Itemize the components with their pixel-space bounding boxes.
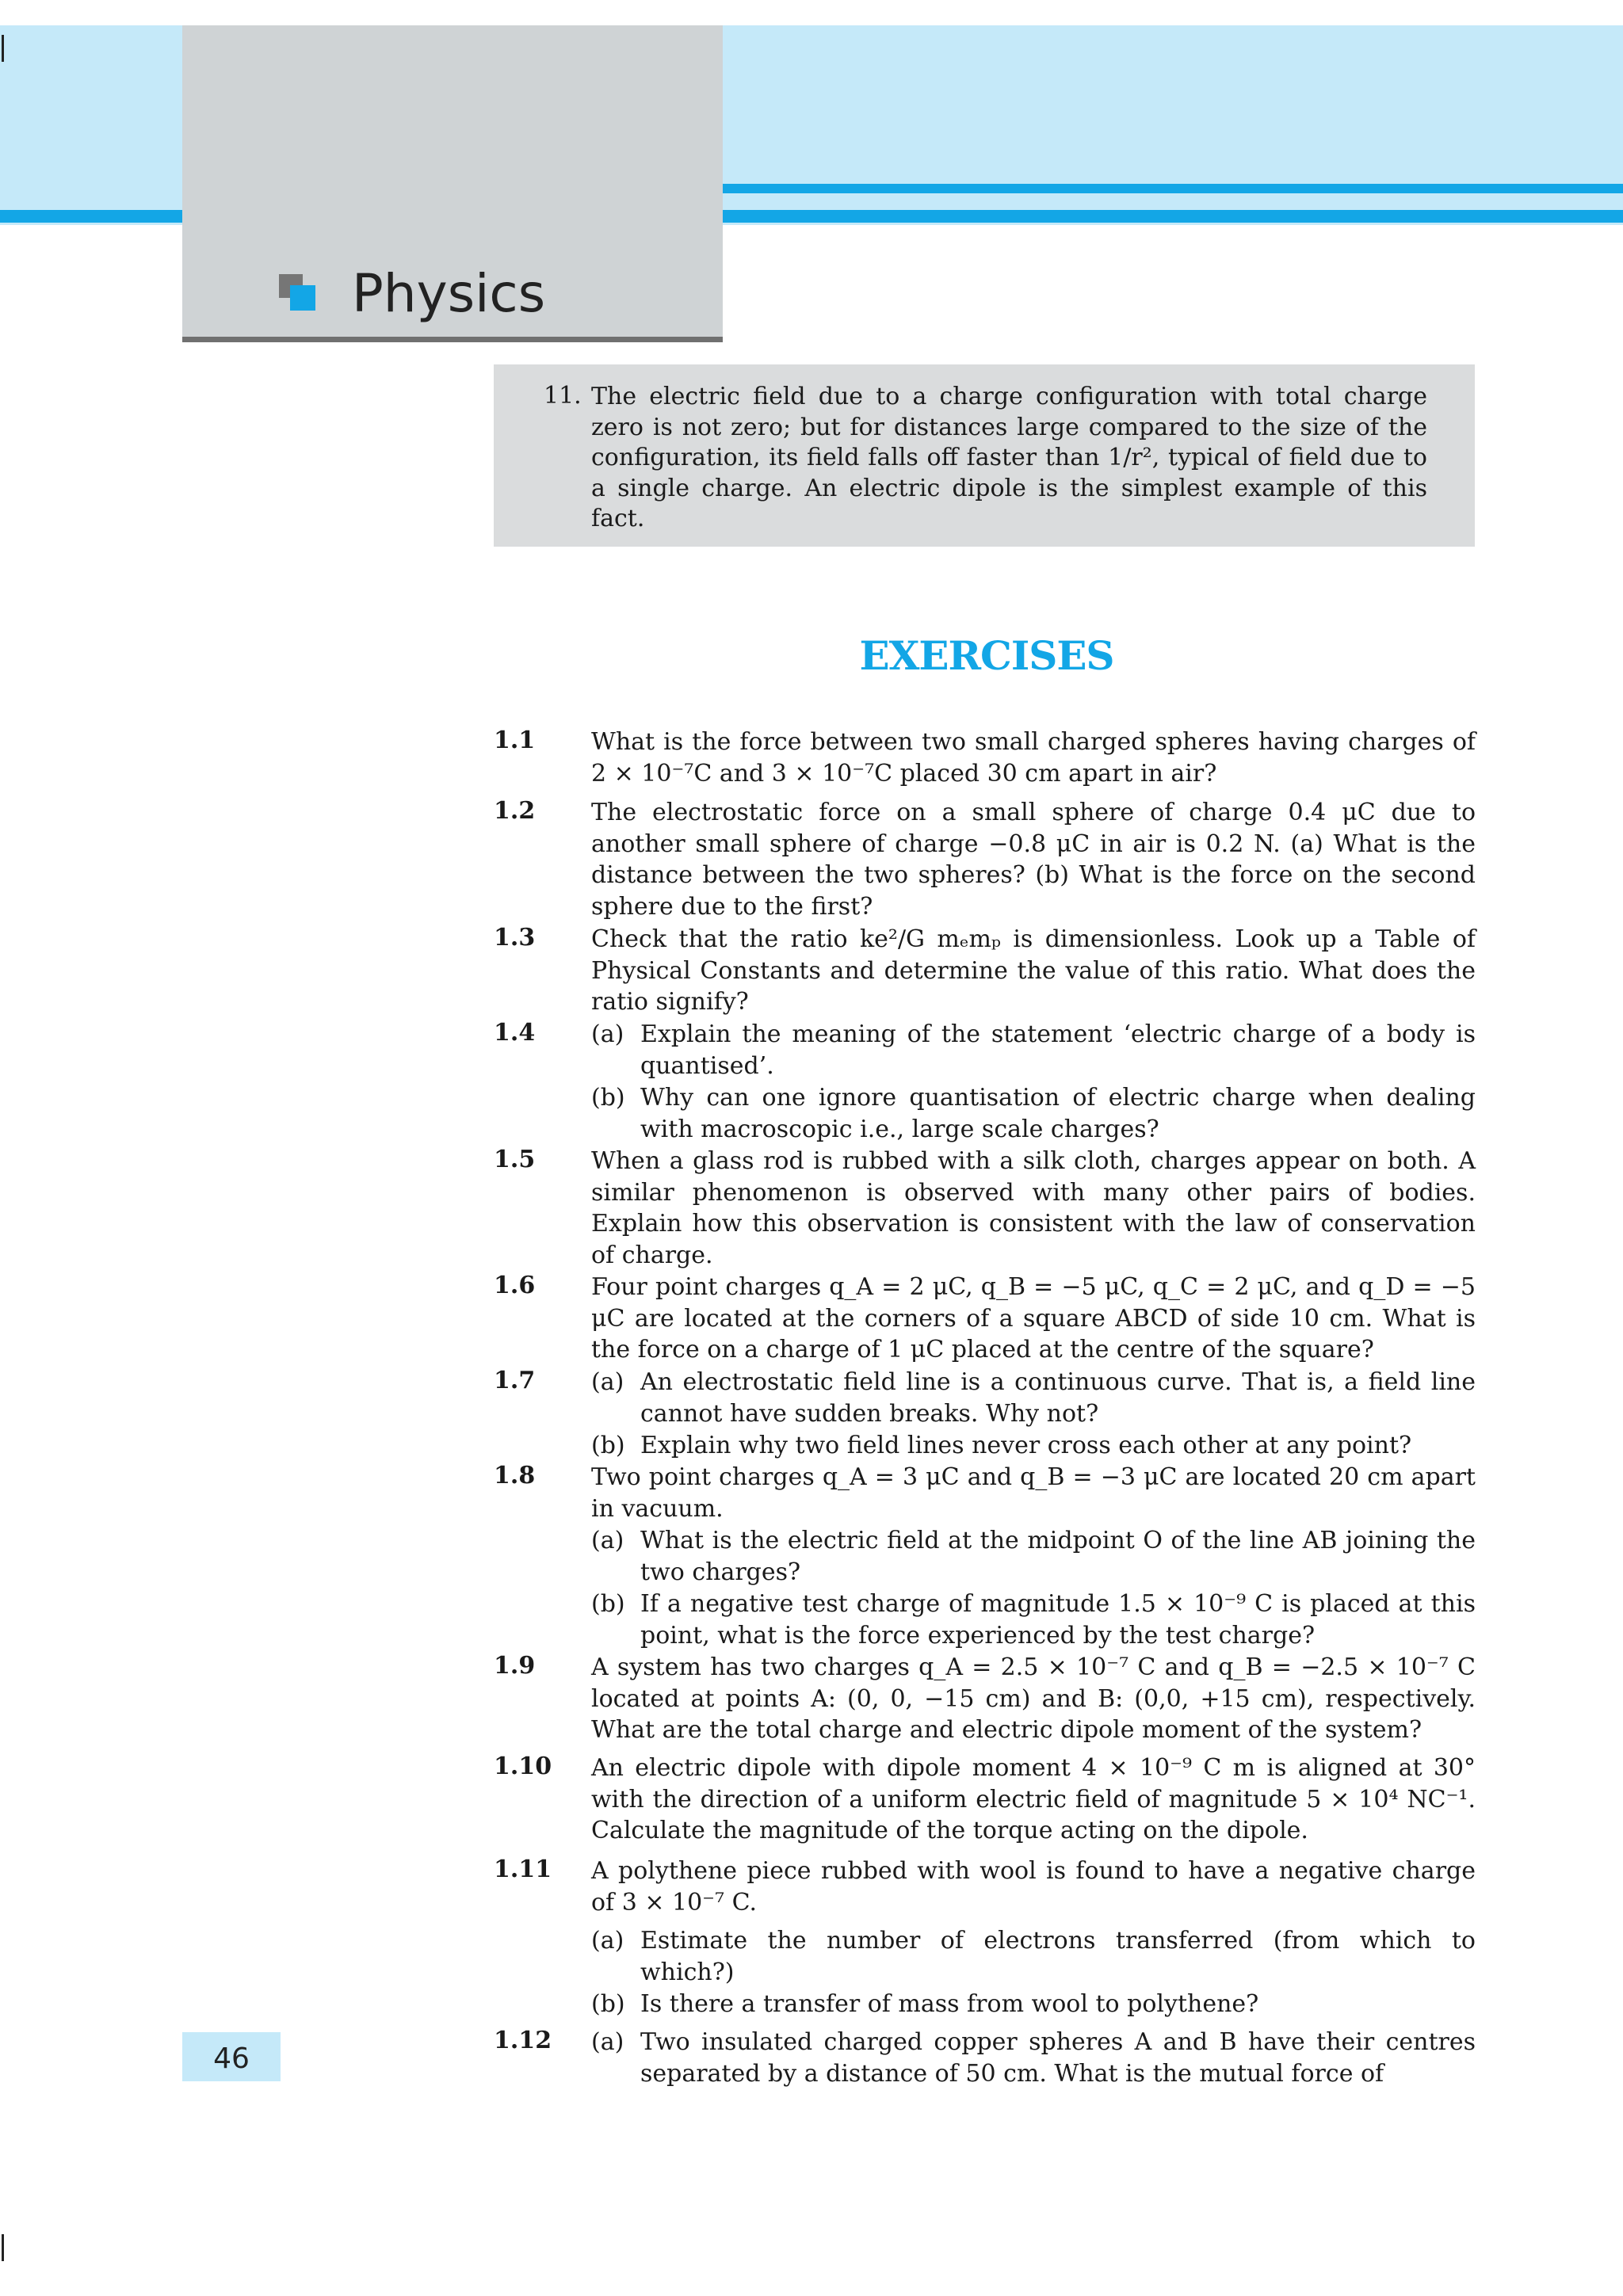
exercise-part-text: What is the electric field at the midpoint O of the line AB joining the two charges? [640, 1527, 1476, 1586]
exercise-number: 1.1 [494, 727, 536, 754]
exercise-text: A polythene piece rubbed with wool is found to have a negative charge of 3 × 10⁻⁷ C. [591, 1857, 1476, 1917]
exercise-part-text: Explain the meaning of the statement ‘electric charge of a body is quantised’. [640, 1020, 1476, 1080]
exercise-part-label: (a) [591, 2028, 624, 2056]
summary-note-text: The electric field due to a charge configuration with total charge zero is not zero; but for distances large compared to the size of the configuration, its field falls off faster than 1/r², typical of field due to a single charge. An electric dipole is the simplest example of this fact. [591, 383, 1427, 532]
exercise-number: 1.8 [494, 1462, 536, 1489]
exercise-part-label: (b) [591, 1990, 625, 2018]
exercise-number: 1.5 [494, 1146, 536, 1173]
exercise-number: 1.2 [494, 797, 536, 825]
exercise-text: Two point charges q_A = 3 μC and q_B = −3 μC are located 20 cm apart in vacuum. [591, 1463, 1476, 1523]
exercise-part-text: Two insulated charged copper spheres A and B have their centres separated by a distance of 50 cm. What is the mutual force of [640, 2028, 1476, 2088]
exercises-heading: EXERCISES [859, 632, 1114, 679]
subject-title-underline [182, 337, 723, 342]
exercise-number: 1.9 [494, 1652, 536, 1680]
exercise-part-label: (b) [591, 1432, 625, 1459]
exercise-number: 1.7 [494, 1367, 536, 1394]
exercise-text: What is the force between two small charged spheres having charges of 2 × 10⁻⁷C and 3 × 10⁻⁷C placed 30 cm apart in air? [591, 728, 1476, 788]
exercise-text: Check that the ratio ke²/G mₑmₚ is dimensionless. Look up a Table of Physical Constants and determine the value of this ratio. What does the ratio signify? [591, 925, 1476, 1016]
exercise-part-label: (a) [591, 1020, 624, 1048]
crop-mark-top [2, 35, 4, 62]
exercise-number: 1.4 [494, 1019, 536, 1047]
exercise-part-label: (a) [591, 1927, 624, 1955]
page-number: 46 [213, 2042, 250, 2075]
summary-note-number: 11. [544, 382, 582, 410]
exercise-text: An electric dipole with dipole moment 4 × 10⁻⁹ C m is aligned at 30° with the direction of a uniform electric field of magnitude 5 × 10⁴ NC⁻¹. Calculate the magnitude of the torque acting on the dipole. [591, 1754, 1476, 1845]
subject-logo-icon [279, 274, 317, 312]
header-stripe-upper [723, 184, 1623, 193]
exercise-part-label: (a) [591, 1527, 624, 1554]
exercise-text: When a glass rod is rubbed with a silk cloth, charges appear on both. A similar phenomenon is observed with many other pairs of bodies. Explain how this observation is consistent with the law of conservation of charge. [591, 1147, 1476, 1269]
exercise-number: 1.12 [494, 2027, 552, 2054]
exercise-part-label: (b) [591, 1084, 625, 1112]
exercise-part-text: An electrostatic field line is a continuous curve. That is, a field line cannot have sudden breaks. Why not? [640, 1368, 1476, 1428]
exercise-part-text: Why can one ignore quantisation of electric charge when dealing with macroscopic i.e., large scale charges? [640, 1084, 1476, 1143]
exercise-text: The electrostatic force on a small sphere of charge 0.4 μC due to another small sphere of charge −0.8 μC in air is 0.2 N. (a) What is the distance between the two spheres? (b) What is the force on the second sphere due to the first? [591, 799, 1476, 921]
exercise-number: 1.6 [494, 1272, 536, 1299]
exercise-part-label: (a) [591, 1368, 624, 1396]
exercise-text: Four point charges q_A = 2 μC, q_B = −5 μC, q_C = 2 μC, and q_D = −5 μC are located at the corners of a square ABCD of side 10 cm. What is the force on a charge of 1 μC placed at the centre of the square? [591, 1273, 1476, 1364]
crop-mark-bottom [2, 2234, 4, 2261]
exercise-part-text: Is there a transfer of mass from wool to polythene? [640, 1990, 1259, 2018]
exercise-part-text: Explain why two field lines never cross each other at any point? [640, 1432, 1412, 1459]
exercise-number: 1.11 [494, 1855, 552, 1883]
exercise-number: 1.10 [494, 1753, 552, 1780]
exercise-part-text: If a negative test charge of magnitude 1.5 × 10⁻⁹ C is placed at this point, what is the force experienced by the test charge? [640, 1590, 1476, 1650]
exercise-part-text: Estimate the number of electrons transferred (from which to which?) [640, 1927, 1476, 1986]
exercise-part-label: (b) [591, 1590, 625, 1618]
subject-title: Physics [352, 263, 546, 324]
exercise-number: 1.3 [494, 924, 536, 952]
exercise-text: A system has two charges q_A = 2.5 × 10⁻⁷ C and q_B = −2.5 × 10⁻⁷ C located at points A: (0, 0, −15 cm) and B: (0,0, +15 cm), respectively. What are the total charge and electric dipole moment of the system? [591, 1653, 1476, 1745]
